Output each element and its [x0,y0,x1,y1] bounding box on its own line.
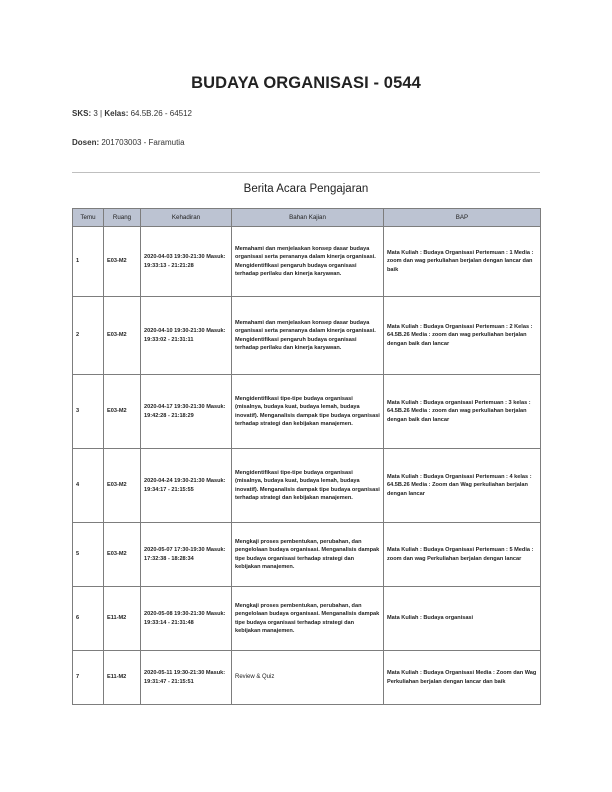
cell-kehadiran: 2020-05-08 19:30-21:30 Masuk: 19:33:14 - 21:31:48 [141,587,232,651]
cell-temu: 7 [73,651,104,705]
cell-ruang: E11-M2 [104,587,141,651]
cell-bahan-kajian: Review & Quiz [232,651,384,705]
cell-bap: Mata Kuliah : Budaya organisasi Pertemuan : 3 kelas : 64.5B.26 Media : zoom dan wag perkuliahan berjalan dengan baik dan lancar [384,375,541,449]
cell-bahan-kajian: Memahami dan menjelaskan konsep dasar budaya organisasi serta perananya dalam kinerja organisasi. Mengidentifikasi pengaruh budaya organisasi terhadap perilaku dan kinerja karyawan. [232,297,384,375]
cell-bap: Mata Kuliah : Budaya Organisasi Pertemuan : 4 kelas : 64.5B.26 Media : Zoom dan Wag perkuliahan berjalan dengan lancar [384,449,541,523]
header-temu: Temu [73,209,104,227]
cell-temu: 3 [73,375,104,449]
cell-temu: 4 [73,449,104,523]
course-title: BUDAYA ORGANISASI - 0544 [191,74,421,92]
cell-bahan-kajian: Mengkaji proses pembentukan, perubahan, dan pengelolaan budaya organisasi. Menganalisis dampak tipe budaya organisasi terhadap strategi dan kebijakan manajemen. [232,523,384,587]
cell-bahan-kajian: Memahami dan menjelaskan konsep dasar budaya organisasi serta perananya dalam kinerja organisasi. Mengidentifikasi pengaruh budaya organisasi terhadap perilaku dan kinerja karyawan. [232,227,384,297]
header-bahan-kajian: Bahan Kajian [232,209,384,227]
header-kehadiran: Kehadiran [141,209,232,227]
cell-bahan-kajian: Mengidentifikasi tipe-tipe budaya organisasi (misalnya, budaya kuat, budaya lemah, budaya inovatif). Menganalisis dampak tipe budaya organisasi terhadap strategi dan kebijakan manajemen. [232,449,384,523]
cell-bap: Mata Kuliah : Budaya organisasi [384,587,541,651]
cell-bap: Mata Kuliah : Budaya Organisasi Pertemuan : 1 Media : zoom dan wag perkuliahan berjalan dengan lancar dan baik [384,227,541,297]
header-bap: BAP [384,209,541,227]
sks-value: 3 [93,109,98,118]
table-row [73,523,541,587]
cell-kehadiran: 2020-05-07 17:30-19:30 Masuk: 17:32:38 - 18:28:34 [141,523,232,587]
cell-ruang: E03-M2 [104,297,141,375]
cell-temu: 1 [73,227,104,297]
table-row [73,375,541,449]
cell-temu: 6 [73,587,104,651]
cell-temu: 5 [73,523,104,587]
table-row [73,587,541,651]
dosen-label: Dosen: [72,138,100,147]
cell-kehadiran: 2020-04-10 19:30-21:30 Masuk: 19:33:02 - 21:31:11 [141,297,232,375]
cell-ruang: E11-M2 [104,651,141,705]
sks-label: SKS: [72,109,92,118]
cell-bap: Mata Kuliah : Budaya Organisasi Pertemuan : 2 Kelas : 64.5B.26 Media : zoom dan wag perkuliahan berjalan dengan baik dan lancar [384,297,541,375]
kelas-value: 64.5B.26 - 64512 [130,109,192,118]
dosen-value: 201703003 - Faramutia [101,138,185,147]
cell-temu: 2 [73,297,104,375]
table-row [73,297,541,375]
header-ruang: Ruang [104,209,141,227]
cell-kehadiran: 2020-04-24 19:30-21:30 Masuk: 19:34:17 - 21:15:55 [141,449,232,523]
cell-bahan-kajian: Mengkaji proses pembentukan, perubahan, dan pengelolaan budaya organisasi. Menganalisis dampak tipe budaya organisasi terhadap strategi dan kebijakan manajemen. [232,587,384,651]
table-row [73,449,541,523]
cell-kehadiran: 2020-04-17 19:30-21:30 Masuk: 19:42:28 - 21:18:29 [141,375,232,449]
cell-kehadiran: 2020-04-03 19:30-21:30 Masuk: 19:33:13 - 21:21:28 [141,227,232,297]
lecturer-meta [72,138,185,147]
teaching-record-table [72,208,541,705]
divider [72,172,540,173]
table-header-row [73,209,541,227]
separator: | [100,109,105,118]
section-title: Berita Acara Pengajaran [243,183,369,195]
table-row [73,651,541,705]
cell-ruang: E03-M2 [104,375,141,449]
cell-bap: Mata Kuliah : Budaya Organisasi Media : Zoom dan Wag Perkuliahan berjalan dengan lancar dan baik [384,651,541,705]
course-meta [72,109,192,118]
cell-kehadiran: 2020-05-11 19:30-21:30 Masuk: 19:31:47 - 21:15:51 [141,651,232,705]
kelas-label: Kelas: [104,109,129,118]
cell-ruang: E03-M2 [104,523,141,587]
cell-ruang: E03-M2 [104,449,141,523]
cell-bahan-kajian: Mengidentifikasi tipe-tipe budaya organisasi (misalnya, budaya kuat, budaya lemah, budaya inovatif). Menganalisis dampak tipe budaya organisasi terhadap strategi dan kebijakan manajemen. [232,375,384,449]
cell-ruang: E03-M2 [104,227,141,297]
table-row [73,227,541,297]
cell-bap: Mata Kuliah : Budaya Organisasi Pertemuan : 5 Media : zoom dan wag Perkuliahan berjalan dengan lancar [384,523,541,587]
